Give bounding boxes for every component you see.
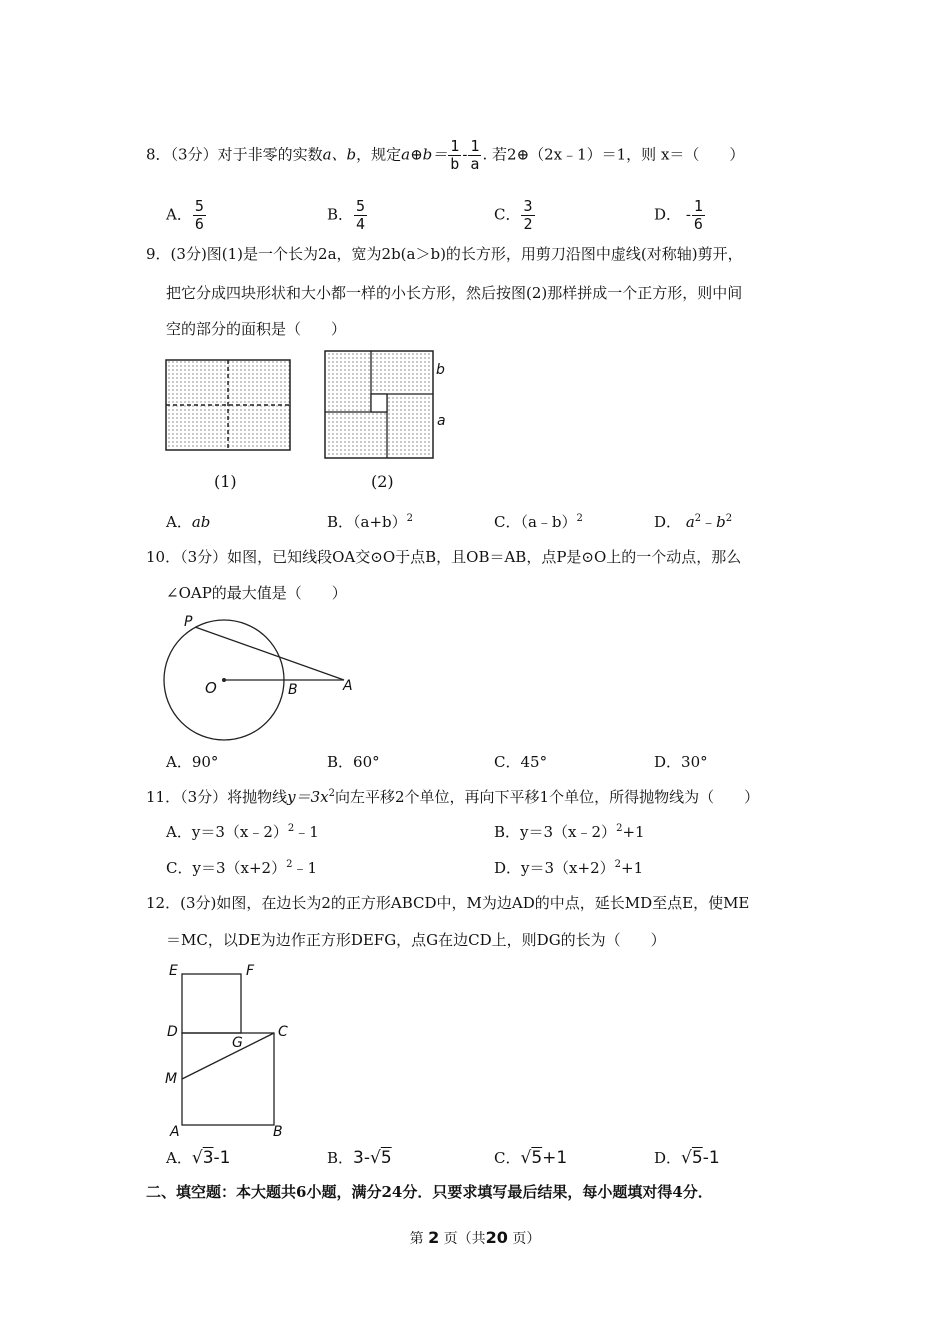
section-2-heading: 二、填空题：本大题共6小题，满分24分．只要求填写最后结果，每小题填对得4分． (146, 1183, 713, 1201)
q11-stem: 11．（3分）将抛物线$y=3x^2$向左平移2个单位，再向下平移1个单位，所得抛物线为（ ） (146, 788, 760, 806)
q12-option-d[interactable]: D．√5-1 (654, 1148, 720, 1168)
q12-label-d: D (167, 1024, 178, 1040)
q10-segment-pa (195, 627, 344, 680)
q12-option-b[interactable]: B．3-√5 (327, 1148, 392, 1168)
q9-fig2-label-a: a (437, 413, 446, 429)
q11-option-c[interactable]: C．$y=3(x+2)^2﹣1$ (166, 859, 317, 877)
q10-line-2: ∠OAP的最大值是（ ） (166, 584, 347, 602)
q9-option-d[interactable]: D． $a^2﹣b^2$ (654, 513, 733, 531)
q12-label-f: F (246, 963, 255, 979)
q8-frac-1-over-b: $\frac{1}{b}$ (450, 137, 460, 173)
q8-option-a[interactable]: A． $\frac{5}{6}$ (166, 197, 204, 233)
q10-line-1: 10．（3分）如图，已知线段OA交⊙O于点B，且OB＝AB，点P是⊙O上的一个动点，那么 (146, 548, 742, 566)
q12-line-1: 12．(3分)如图，在边长为2的正方形ABCD中，M为边AD的中点，延长MD至点E，使ME (146, 894, 750, 912)
q11-option-b[interactable]: B．y＝3（x﹣2）$^2$+1 (494, 823, 645, 841)
q9-line-1: 9．(3分)图(1)是一个长为2a，宽为2b(a＞b)的长方形，用剪刀沿图中虚线(对称轴)剪开， (146, 245, 743, 263)
q9-fig2-center-hole (371, 394, 387, 412)
q10-label-p: P (184, 614, 193, 630)
q8-stem: 8．（3分）对于非零的实数a、b，规定a⊕b＝ $\frac{1}{b}$ - $\frac{1}{a}$ . 若2⊕（2x﹣1）＝1，则 x＝（ ） (146, 137, 745, 173)
q12-label-m: M (165, 1071, 178, 1087)
q12-segment-mc (182, 1033, 274, 1079)
q9-option-a[interactable]: A．ab (166, 513, 211, 531)
q10-label-a: A (343, 678, 353, 694)
q9-fig2-caption: (2) (371, 472, 394, 491)
q12-line-2: ＝MC，以DE为边作正方形DEFG，点G在边CD上，则DG的长为（ ） (166, 931, 666, 949)
q10-center-dot (222, 678, 226, 682)
q10-option-d[interactable]: D．30° (654, 753, 708, 771)
q9-fig2-label-b: b (436, 362, 445, 378)
q10-figure (150, 608, 370, 748)
q12-square-defg (182, 974, 241, 1033)
q12-figure (160, 960, 300, 1140)
q12-label-c: C (278, 1024, 288, 1040)
q10-option-b[interactable]: B．60° (327, 753, 380, 771)
q10-option-a[interactable]: A．90° (166, 753, 219, 771)
page-footer: 第 2 页（共20 页） (409, 1228, 541, 1247)
q8-option-b[interactable]: B． $\frac{5}{4}$ (327, 197, 366, 233)
q12-label-a: A (170, 1124, 180, 1140)
q9-fig1-caption: (1) (214, 472, 237, 491)
q10-label-o: O (205, 679, 217, 697)
q8-option-c[interactable]: C． $\frac{3}{2}$ (494, 197, 533, 233)
q12-option-a[interactable]: A．√3-1 (166, 1148, 231, 1168)
q9-option-b[interactable]: B．$(a+b)^2$ (327, 513, 414, 531)
q12-label-g: G (232, 1035, 243, 1051)
q11-option-d[interactable]: D．$y=3(x+2)^2+1$ (494, 859, 644, 877)
q12-option-c[interactable]: C．√5+1 (494, 1148, 568, 1168)
q10-option-c[interactable]: C．45° (494, 753, 548, 771)
q9-line-2: 把它分成四块形状和大小都一样的小长方形，然后按图(2)那样拼成一个正方形，则中间 (166, 284, 743, 302)
q12-square-abcd (182, 1033, 274, 1125)
q12-label-e: E (169, 963, 178, 979)
q9-figures (160, 345, 460, 495)
q8-option-d[interactable]: D． - $\frac{1}{6}$ (654, 197, 703, 233)
q9-line-3: 空的部分的面积是（ ） (166, 320, 347, 338)
q8-frac-1-over-a: $\frac{1}{a}$ (470, 137, 480, 173)
q10-label-b: B (288, 682, 298, 698)
q12-label-b: B (273, 1124, 283, 1140)
q11-option-a[interactable]: A．y＝3（x﹣2）$^2$﹣1 (166, 823, 319, 841)
q9-option-c[interactable]: C．（a﹣b）$^2$ (494, 513, 583, 531)
